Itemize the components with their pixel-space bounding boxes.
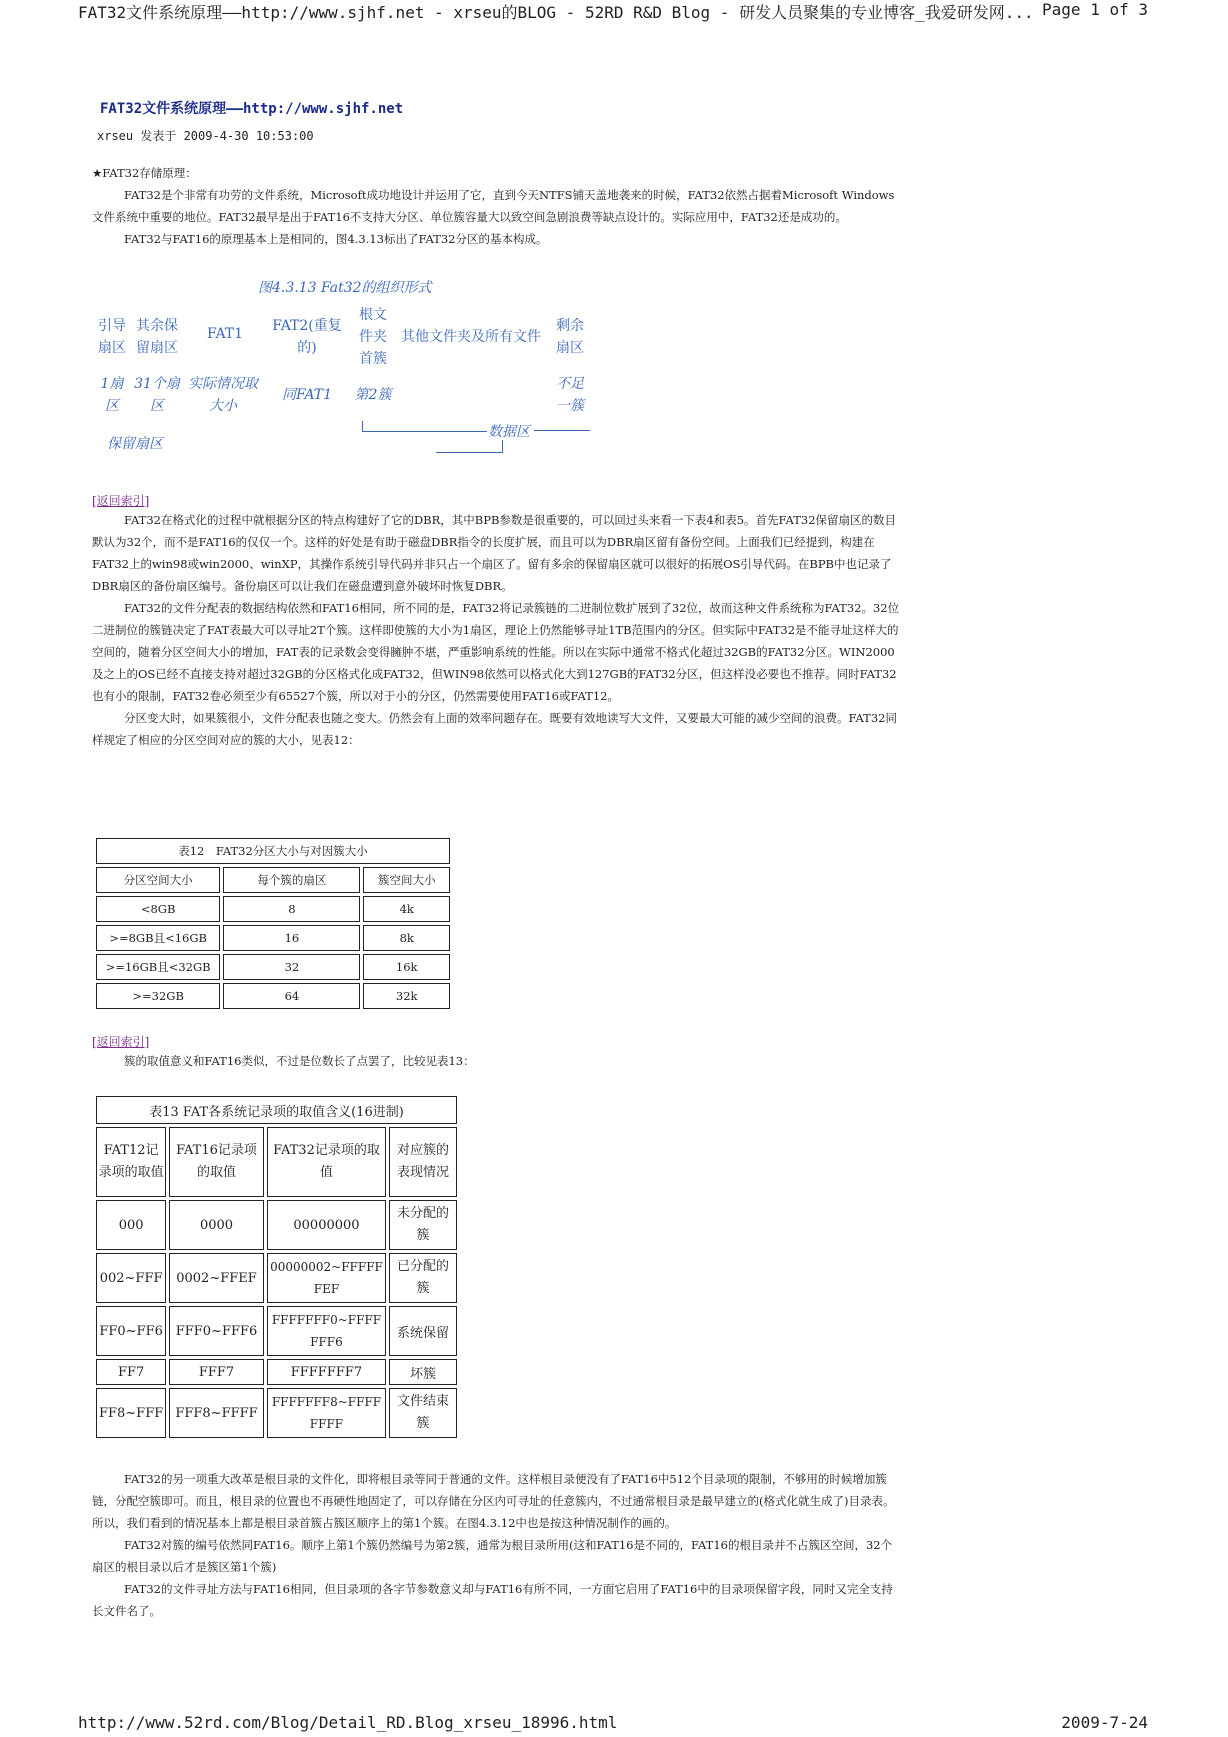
table12-header: 每个簇的扇区 [223,867,360,893]
table12-caption: 表12 FAT32分区大小与对因簇大小 [96,838,450,864]
table-cell: FF8~FFF [96,1388,166,1438]
table-cell: <8GB [96,896,220,922]
table-cell: FFFFFFF0~FFFFFFF6 [267,1306,386,1356]
data-area-bracket-right [534,430,590,431]
reserved-label: 保留扇区 [107,436,163,452]
data-area-bracket-tail [436,440,503,453]
back-to-index-link[interactable]: [返回索引] [92,1035,150,1049]
section-dbr [92,509,902,751]
table12-header: 分区空间大小 [96,867,220,893]
table-cell: >=16GB且<32GB [96,954,220,980]
figure-size-reserved: 31个扇区 [134,376,180,414]
print-header-title: FAT32文件系统原理——http://www.sjhf.net - xrseu的BLOG - 52RD R&D Blog - 研发人员聚集的专业博客_我爱研发网... [78,3,1034,22]
table12-header: 簇空间大小 [363,867,450,893]
table-cell: 32 [223,954,360,980]
paragraph: FAT32对簇的编号依然同FAT16。顺序上第1个簇仍然编号为第2簇，通常为根目录所用(这和FAT16是不同的，FAT16的根目录并不占簇区空间，32个扇区的根目录以后才是簇区第1个簇) [92,1538,893,1574]
table-row [96,1200,457,1250]
table-cell: 002~FFF [96,1253,166,1303]
table-cell: FFF7 [169,1359,264,1385]
paragraph: FAT32与FAT16的原理基本上是相同的，图4.3.13标出了FAT32分区的基本构成。 [124,232,548,246]
figure-header-reserved: 其余保留扇区 [136,318,178,356]
table-cell: 32k [363,983,450,1009]
table-row [96,1359,457,1385]
paragraph: FAT32的文件分配表的数据结构依然和FAT16相同，所不同的是，FAT32将记录簇链的二进制位数扩展到了32位，故而这种文件系统称为FAT32。32位二进制位的簇链决定了FAT表最大可以寻址2T个簇。这样即使簇的大小为1扇区，理论上仍然能够寻址1TB范围内的分区。但实际中FAT32是不能寻址这样大的空间的，随着分区空间大小的增加，FAT表的记录数会变得臃肿不堪，严重影响系统的性能。所以在实际中通常不格式化超过32GB的FAT32分区。WIN2000及之上的OS已经不直接支持对超过32GB的分区格式化成FAT32，但WIN98依然可以格式化大到127GB的FAT32分区，但这样没必要也不推荐。同时FAT32也有小的限制，FAT32卷必须至少有65527个簇，所以对于小的分区，仍然需要使用FAT16或FAT12。 [92,601,900,703]
table12 [93,835,453,1012]
table-cell: 0002~FFEF [169,1253,264,1303]
paragraph: FAT32是个非常有功劳的文件系统，Microsoft成功地设计并运用了它，直到今天NTFS铺天盖地袭来的时候，FAT32依然占据着Microsoft Windows文件系统中重要的地位。FAT32最早是出于FAT16不支持大分区、单位簇容量大以致空间急剧浪费等缺点设计的。实际应用中，FAT32还是成功的。 [92,188,895,224]
table13-caption: 表13 FAT各系统记录项的取值含义(16进制) [96,1096,457,1124]
figure-header-files: 其他文件夹及所有文件 [401,329,541,345]
table13-header: FAT12记录项的取值 [96,1127,166,1197]
table-cell: 00000000 [267,1200,386,1250]
table-row [96,1253,457,1303]
paragraph: 簇的取值意义和FAT16类似，不过是位数长了点罢了，比较见表13： [124,1054,475,1068]
table-cell: 8 [223,896,360,922]
post-meta: xrseu 发表于 2009-4-30 10:53:00 [97,129,314,143]
table-cell: FFF8~FFFF [169,1388,264,1438]
figure-caption: 图4.3.13 Fat32的组织形式 [258,280,432,296]
print-footer-url: http://www.52rd.com/Blog/Detail_RD.Blog_xrseu_18996.html [78,1713,618,1732]
figure-size-boot: 1扇区 [100,376,124,414]
table-row [96,1306,457,1356]
table-cell: 坏簇 [389,1359,457,1385]
section-root-directory [92,1468,902,1622]
paragraph: FAT32在格式化的过程中就根据分区的特点构建好了它的DBR，其中BPB参数是很重要的，可以回过头来看一下表4和表5。首先FAT32保留扇区的数目默认为32个，而不是FAT16的仅仅一个。这样的好处是有助于磁盘DBR指令的长度扩展，而且可以为DBR扇区留有备份空间。上面我们已经提到，构建在FAT32上的win98或win2000、winXP，其操作系统引导代码并非只占一个扇区了。留有多余的保留扇区就可以很好的拓展OS引导代码。在BPB中也记录了DBR扇区的备份扇区编号。备份扇区可以让我们在磁盘遭到意外破坏时恢复DBR。 [92,513,897,593]
post-title[interactable]: FAT32文件系统原理——http://www.sjhf.net [100,101,404,117]
table-cell: FFFFFFF8~FFFFFFFF [267,1388,386,1438]
figure-size-fat2: 同FAT1 [281,387,333,403]
figure-header-remaining: 剩余扇区 [556,318,584,356]
table-row [96,983,450,1009]
data-area-bracket-left [362,421,487,432]
table-cell: >=8GB且<16GB [96,925,220,951]
paragraph: FAT32的文件寻址方法与FAT16相同，但目录项的各字节参数意义却与FAT16有所不同，一方面它启用了FAT16中的目录项保留字段，同时又完全支持长文件名了。 [92,1582,893,1618]
table13-header: 对应簇的表现情况 [389,1127,457,1197]
table-row [96,1388,457,1438]
table-cell: 0000 [169,1200,264,1250]
table-cell: 16k [363,954,450,980]
paragraph: 分区变大时，如果簇很小，文件分配表也随之变大。仍然会有上面的效率问题存在。既要有效地读写大文件，又要最大可能的减少空间的浪费。FAT32同样规定了相应的分区空间对应的簇的大小，见表12： [92,711,897,747]
table-cell: 文件结束簇 [389,1388,457,1438]
figure-header-fat2: FAT2(重复的) [272,318,342,356]
paragraph: FAT32的另一项重大改革是根目录的文件化，即将根目录等同于普通的文件。这样根目录便没有了FAT16中512个目录项的限制，不够用的时候增加簇链，分配空簇即可。而且，根目录的位置也不再硬性地固定了，可以存储在分区内可寻址的任意簇内，不过通常根目录是最早建立的(格式化就生成了)目录表。所以，我们看到的情况基本上都是根目录首簇占簇区顺序上的第1个簇。在图4.3.12中也是按这种情况制作的画的。 [92,1472,895,1530]
figure-header-root: 根文件夹首簇 [359,307,387,367]
table-cell: 已分配的簇 [389,1253,457,1303]
section-intro [92,162,902,250]
section-heading: ★FAT32存储原理： [92,166,197,180]
table-cell: FFFFFFF7 [267,1359,386,1385]
table-row [96,954,450,980]
section-cluster-values [92,1050,902,1072]
table-cell: 系统保留 [389,1306,457,1356]
back-to-index-link[interactable]: [返回索引] [92,494,150,508]
table-cell: FF7 [96,1359,166,1385]
table-cell: FFF0~FFF6 [169,1306,264,1356]
figure-size-fat1: 实际情况取大小 [188,376,258,414]
table13-header: FAT32记录项的取值 [267,1127,386,1197]
table-cell: 未分配的簇 [389,1200,457,1250]
data-area-label: 数据区 [488,424,530,440]
table-cell: 00000002~FFFFFFEF [267,1253,386,1303]
table-row [96,896,450,922]
table13-header: FAT16记录项的取值 [169,1127,264,1197]
table-cell: 64 [223,983,360,1009]
table-cell: 000 [96,1200,166,1250]
figure-header-fat1: FAT1 [206,326,244,342]
table-row [96,925,450,951]
table-cell: 8k [363,925,450,951]
print-header-page: Page 1 of 3 [1042,0,1148,19]
table-cell: FF0~FF6 [96,1306,166,1356]
table13 [93,1093,460,1441]
table-cell: >=32GB [96,983,220,1009]
figure-size-remaining: 不足一簇 [556,376,584,414]
table-cell: 4k [363,896,450,922]
print-footer-date: 2009-7-24 [1061,1713,1148,1732]
figure-size-root: 第2簇 [354,387,392,403]
table-cell: 16 [223,925,360,951]
figure-header-boot: 引导扇区 [98,318,126,356]
